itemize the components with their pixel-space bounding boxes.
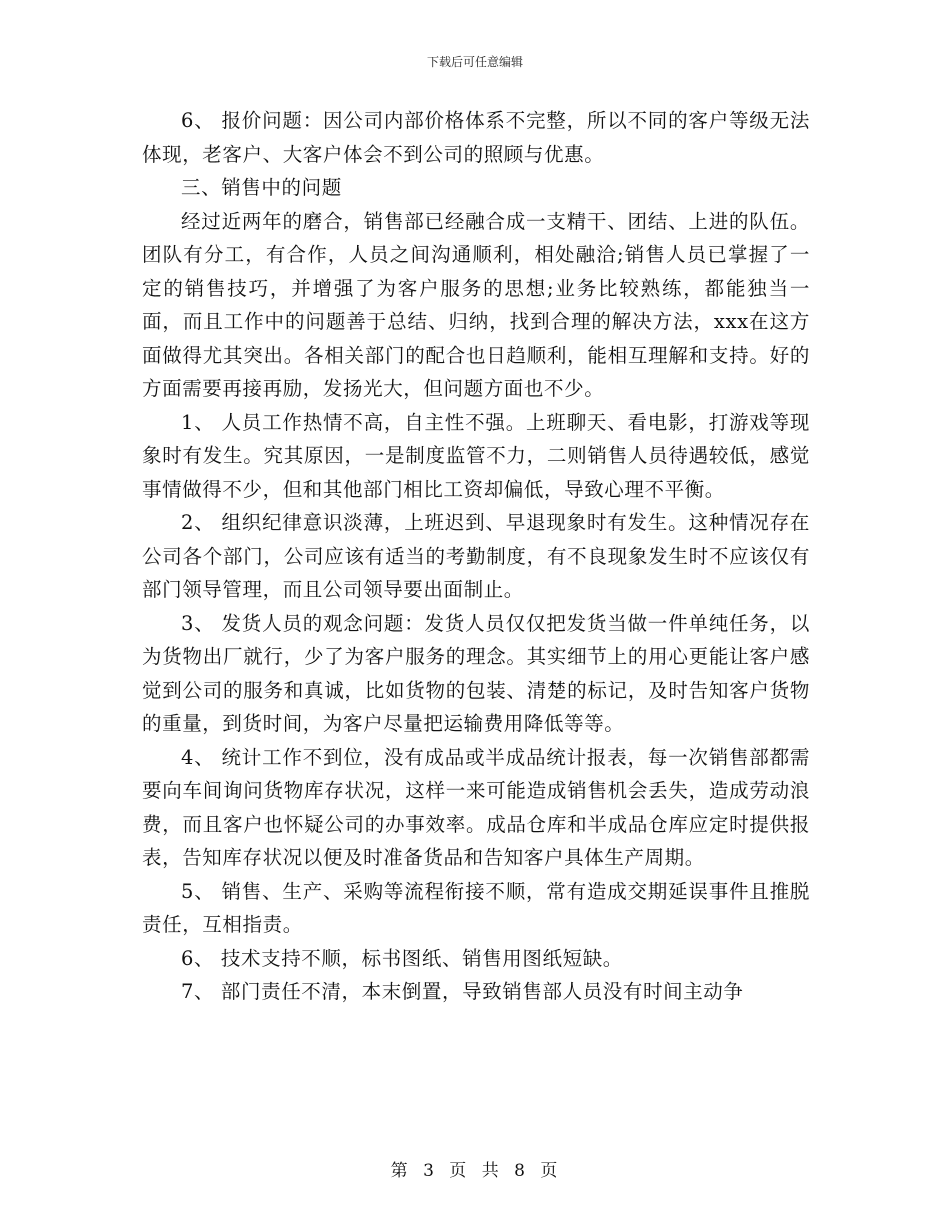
page-number: 第 3 页 共 8 页 <box>390 1161 560 1181</box>
paragraph-team-overview: 经过近两年的磨合，销售部已经融合成一支精干、团结、上进的队伍。团队有分工，有合作，人员之间沟通顺利，相处融洽;销售人员已掌握了一定的销售技巧，并增强了为客户服务的思想;业务比较熟练，都能独当一面，而且工作中的问题善于总结、归纳，找到合理的解决方法，xxx在这方面做得尤其突出。各相关部门的配合也日趋顺利，能相互理解和支持。好的方面需要再接再励，发扬光大，但问题方面也不少。 <box>142 209 810 400</box>
paragraph-item-2: 2、 组织纪律意识淡薄，上班迟到、早退现象时有发生。这种情况存在公司各个部门，公司应该有适当的考勤制度，有不良现象发生时不应该仅有部门领导管理，而且公司领导要出面制止。 <box>142 511 810 601</box>
page-header: 下载后可任意编辑 <box>426 55 523 69</box>
paragraph-item-4: 4、 统计工作不到位，没有成品或半成品统计报表，每一次销售部都需要向车间询问货物库存状况，这样一来可能造成销售机会丢失，造成劳动浪费，而且客户也怀疑公司的办事效率。成品仓库和半成品仓库应定时提供报表，告知库存状况以便及时准备货品和告知客户具体生产周期。 <box>142 745 810 869</box>
section-heading-sales-problems: 三、销售中的问题 <box>181 176 342 199</box>
paragraph-item-3: 3、 发货人员的观念问题：发货人员仅仅把发货当做一件单纯任务，以为货物出厂就行，少了为客户服务的理念。其实细节上的用心更能让客户感觉到公司的服务和真诚，比如货物的包装、清楚的标记，及时告知客户货物的重量，到货时间，为客户尽量把运输费用降低等等。 <box>142 611 810 735</box>
document-body <box>142 104 810 1009</box>
paragraph-item-7: 7、 部门责任不清，本末倒置，导致销售部人员没有时间主动争 <box>181 980 744 1003</box>
paragraph-item-6: 6、 技术支持不顺，标书图纸、销售用图纸短缺。 <box>181 946 623 970</box>
paragraph-item-1: 1、 人员工作热情不高，自主性不强。上班聊天、看电影，打游戏等现象时有发生。究其原因，一是制度监管不力，二则销售人员待遇较低，感觉事情做得不少，但和其他部门相比工资却偏低，导致心理不平衡。 <box>142 410 810 501</box>
paragraph-quote-issue: 6、 报价问题：因公司内部价格体系不完整，所以不同的客户等级无法体现，老客户、大客户体会不到公司的照顾与优惠。 <box>142 109 810 166</box>
paragraph-item-5: 5、 销售、生产、采购等流程衔接不顺，常有造成交期延误事件且推脱责任，互相指责。 <box>142 879 810 936</box>
